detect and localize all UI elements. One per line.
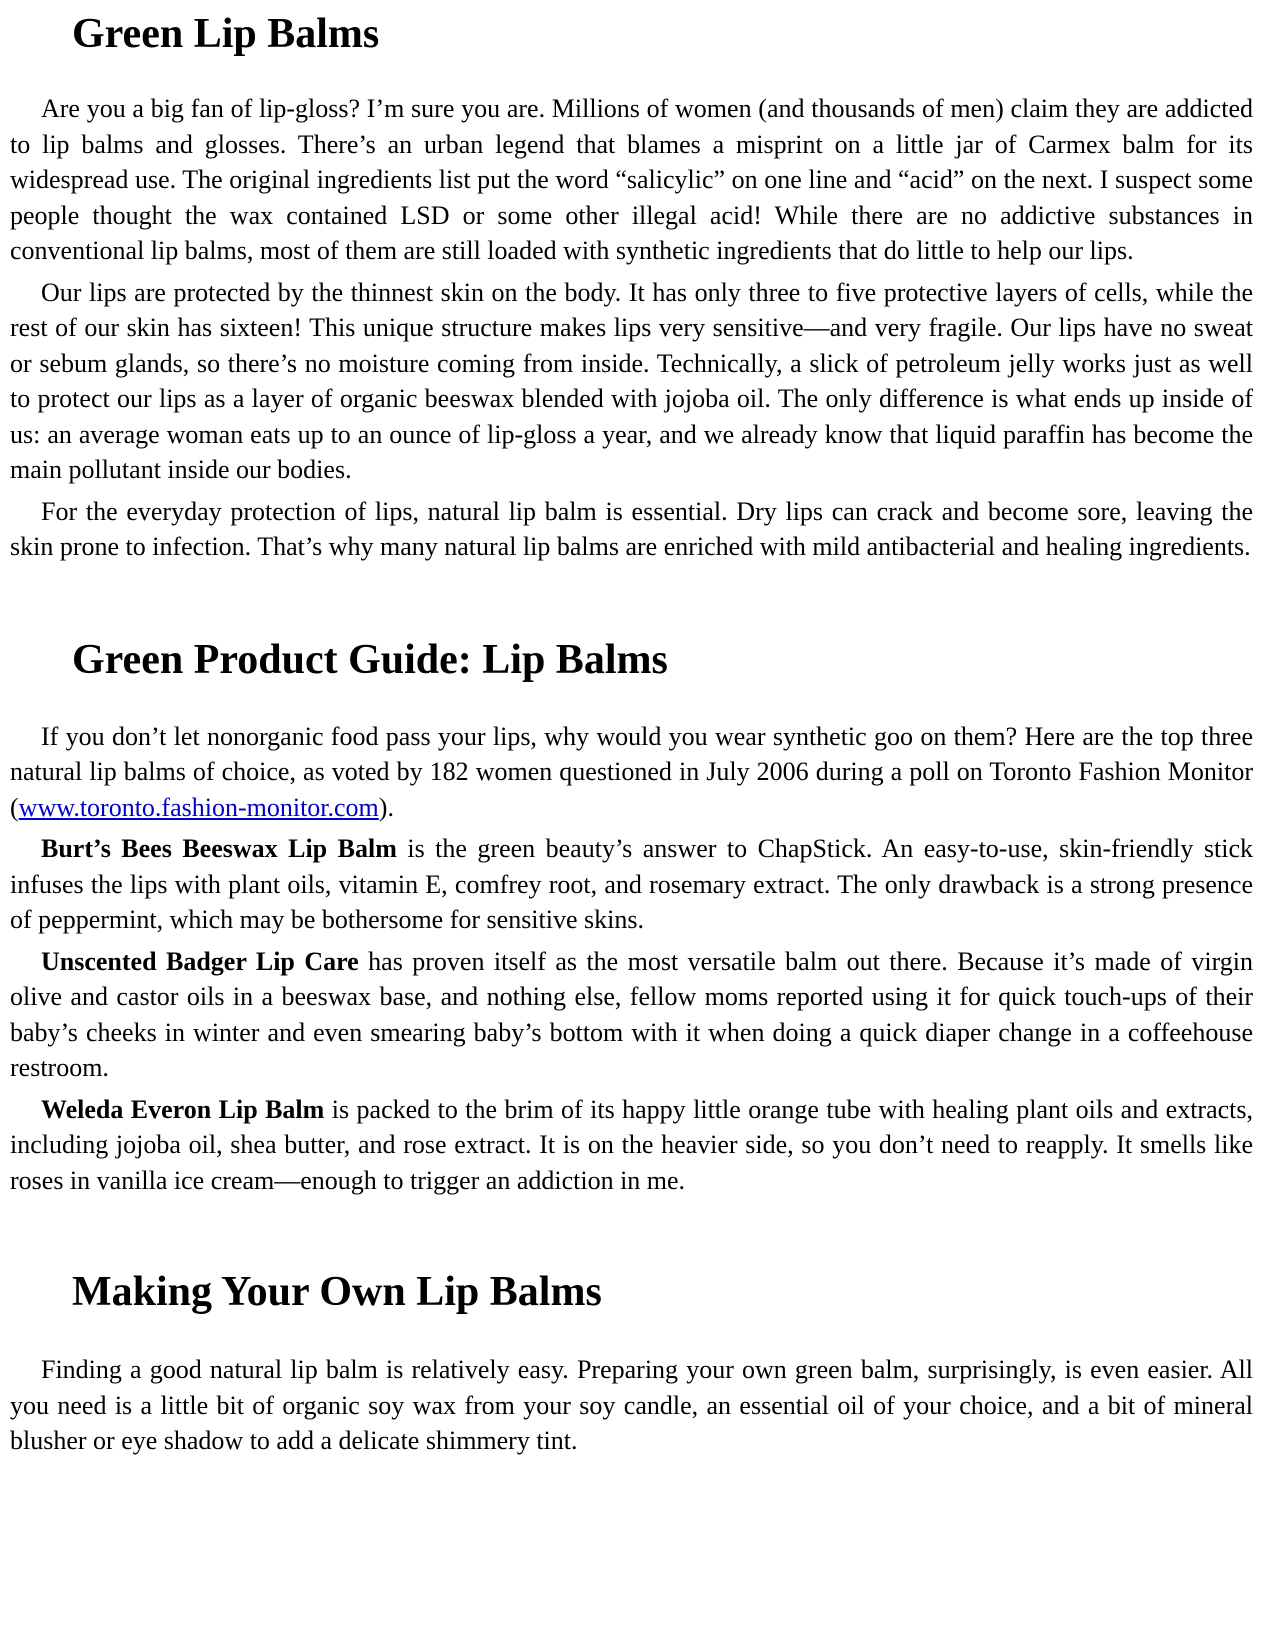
- product-name: Unscented Badger Lip Care: [41, 946, 359, 976]
- document-page: [10, 0, 1253, 1459]
- product-description: is the green beauty’s answer to ChapStick. An easy-to-use, skin-friendly stick infuses the lips with plant oils, vitamin E, comfrey root, and rosemary extract. The only drawback is a strong presence of peppermint, which may be bothersome for sensitive skins.: [10, 834, 1253, 934]
- product-description: is packed to the brim of its happy little orange tube with healing plant oils and extracts, including jojoba oil, shea butter, and rose extract. It is on the heavier side, so you don’t need to reapply. It smells like roses in vanilla ice cream—enough to trigger an addiction in me.: [10, 1094, 1253, 1195]
- body-paragraph: Are you a big fan of lip-gloss? I’m sure you are. Millions of women (and thousands of men) claim they are addicted to lip balms and glosses. There’s an urban legend that blames a misprint on a little jar of Carmex balm for its widespread use. The original ingredients list put the word “salicylic” on one line and “acid” on the next. I suspect some people thought the wax contained LSD or some other illegal acid! While there are no addictive substances in conventional lip balms, most of them are still loaded with synthetic ingredients that do little to help our lips.: [10, 94, 1253, 265]
- product-paragraph-badger: [10, 944, 1253, 1086]
- product-description: has proven itself as the most versatile balm out there. Because it’s made of virgin olive and castor oils in a beeswax base, and nothing else, fellow moms reported using it for quick touch-ups of their baby’s cheeks in winter and even smearing baby’s bottom with it when doing a quick diaper change in a coffeehouse restroom.: [10, 946, 1253, 1082]
- intro-text-end: ).: [378, 792, 394, 822]
- intro-text: If you don’t let nonorganic food pass your lips, why would you wear synthetic goo on them? Here are the top three natural lip balms of choice, as voted by 182 women questioned in July 2006 during a poll on Toronto Fashion Monitor (: [10, 721, 1253, 822]
- fashion-monitor-link[interactable]: www.toronto.fashion-monitor.com: [18, 792, 379, 822]
- intro-paragraph: [10, 719, 1253, 826]
- body-paragraph: For the everyday protection of lips, natural lip balm is essential. Dry lips can crack and become sore, leaving the skin prone to infection. That’s why many natural lip balms are enriched with mild antibacterial and healing ingredients.: [10, 496, 1253, 561]
- product-paragraph-weleda: [10, 1092, 1253, 1199]
- body-paragraph: Finding a good natural lip balm is relatively easy. Preparing your own green balm, surprisingly, is even easier. All you need is a little bit of organic soy wax from your soy candle, an essential oil of your choice, and a bit of mineral blusher or eye shadow to add a delicate shimmery tint.: [10, 1355, 1253, 1455]
- product-name: Burt’s Bees Beeswax Lip Balm: [41, 834, 397, 863]
- section-heading-making-your-own: Making Your Own Lip Balms: [72, 1269, 602, 1315]
- product-paragraph-burts-bees: [10, 831, 1253, 938]
- section-heading-green-lip-balms: Green Lip Balms: [72, 11, 380, 57]
- product-name: Weleda Everon Lip Balm: [41, 1094, 325, 1124]
- body-paragraph: Our lips are protected by the thinnest skin on the body. It has only three to five protective layers of cells, while the rest of our skin has sixteen! This unique structure makes lips very sensitive—and very fragile. Our lips have no sweat or sebum glands, so there’s no moisture coming from inside. Technically, a slick of petroleum jelly works just as well to protect our lips as a layer of organic beeswax blended with jojoba oil. The only difference is what ends up inside of us: an average woman eats up to an ounce of lip-gloss a year, and we already know that liquid paraffin has become the main pollutant inside our bodies.: [10, 277, 1253, 484]
- section-heading-product-guide: Green Product Guide: Lip Balms: [72, 636, 668, 683]
